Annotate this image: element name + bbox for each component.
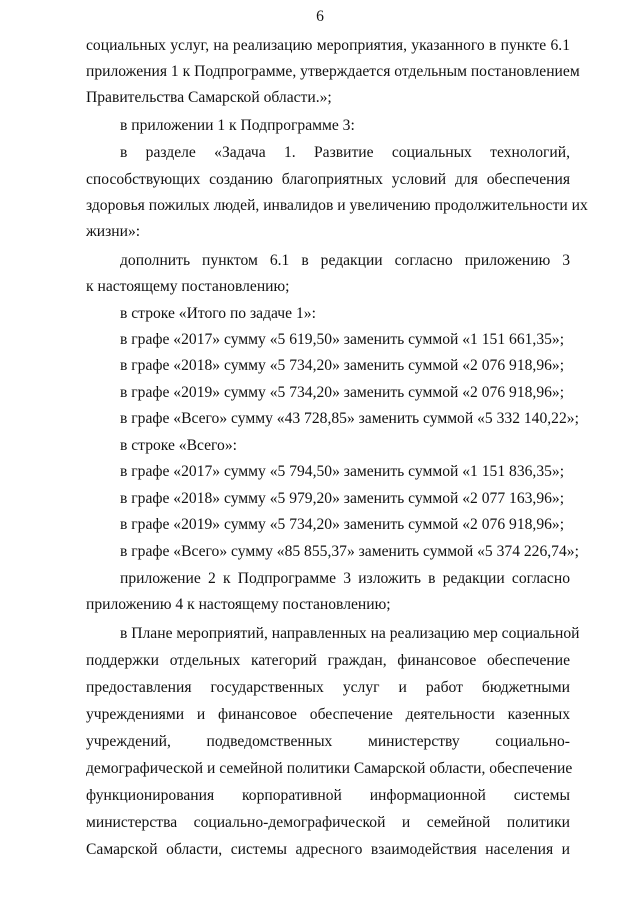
text-line: жизни»: — [86, 223, 141, 240]
text-line: в разделе «Задача 1. Развитие социальных технологий, — [120, 144, 570, 161]
text-line: Правительства Самарской области.»; — [86, 89, 332, 106]
text-line: в графе «2017» сумму «5 619,50» заменить суммой «1 151 661,35»; — [120, 331, 565, 348]
text-line: функционирования корпоративной информационной системы — [86, 787, 570, 804]
text-line: в графе «Всего» сумму «85 855,37» заменить суммой «5 374 226,74»; — [120, 543, 579, 560]
text-line: приложения 1 к Подпрограмме, утверждается отдельным постановлением — [86, 63, 580, 80]
text-line: социальных услуг, на реализацию мероприятия, указанного в пункте 6.1 — [86, 37, 570, 54]
page-number: 6 — [316, 8, 324, 25]
text-line: в строке «Итого по задаче 1»: — [120, 305, 316, 322]
text-line: в графе «2018» сумму «5 734,20» заменить суммой «2 076 918,96»; — [120, 357, 565, 374]
text-line: дополнить пунктом 6.1 в редакции согласно приложению 3 — [120, 252, 570, 269]
text-line: учреждениями и финансовое обеспечение деятельности казенных — [86, 706, 570, 723]
text-line: предоставления государственных услуг и работ бюджетными — [86, 679, 570, 696]
text-line: в приложении 1 к Подпрограмме 3: — [120, 117, 355, 134]
text-line: демографической и семейной политики Самарской области, обеспечение — [86, 760, 573, 777]
text-line: в Плане мероприятий, направленных на реализацию мер социальной — [120, 625, 580, 642]
text-line: приложение 2 к Подпрограмме 3 изложить в редакции согласно — [120, 570, 570, 587]
text-line: в графе «2017» сумму «5 794,50» заменить суммой «1 151 836,35»; — [120, 463, 565, 480]
text-line: Самарской области, системы адресного взаимодействия населения и — [86, 841, 570, 858]
text-line: министерства социально-демографической и семейной политики — [86, 814, 570, 831]
text-line: способствующих созданию благоприятных условий для обеспечения — [86, 171, 570, 188]
text-line: в графе «2019» сумму «5 734,20» заменить суммой «2 076 918,96»; — [120, 384, 565, 401]
text-line: в графе «2018» сумму «5 979,20» заменить суммой «2 077 163,96»; — [120, 490, 565, 507]
text-line: приложению 4 к настоящему постановлению; — [86, 596, 391, 613]
text-line: в графе «Всего» сумму «43 728,85» заменить суммой «5 332 140,22»; — [120, 410, 579, 427]
text-line: поддержки отдельных категорий граждан, финансовое обеспечение — [86, 652, 570, 669]
text-line: в графе «2019» сумму «5 734,20» заменить суммой «2 076 918,96»; — [120, 516, 565, 533]
text-line: в строке «Всего»: — [120, 437, 237, 454]
text-line: к настоящему постановлению; — [86, 278, 290, 295]
text-line: здоровья пожилых людей, инвалидов и увеличению продолжительности их — [86, 197, 588, 214]
text-line: учреждений, подведомственных министерству социально- — [86, 733, 570, 750]
